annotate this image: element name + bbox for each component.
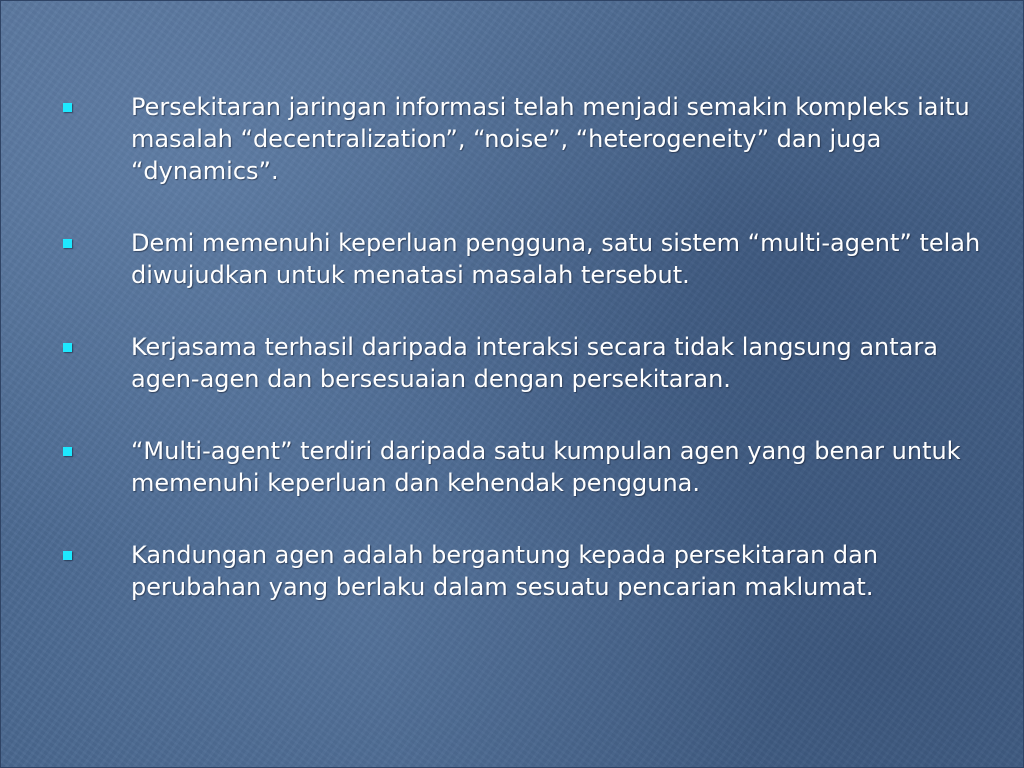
square-bullet-icon <box>63 103 72 112</box>
list-item <box>63 539 983 603</box>
bullet-text: Demi memenuhi keperluan pengguna, satu sistem “multi-agent” telah diwujudkan untuk menatasi masalah tersebut. <box>131 229 981 289</box>
list-item <box>63 435 983 499</box>
square-bullet-icon <box>63 551 72 560</box>
square-bullet-icon <box>63 239 72 248</box>
list-item <box>63 331 983 395</box>
bullet-text: Persekitaran jaringan informasi telah menjadi semakin kompleks iaitu masalah “decentralization”, “noise”, “heterogeneity” dan juga “dynamics”. <box>131 93 970 185</box>
bullet-text: Kerjasama terhasil daripada interaksi secara tidak langsung antara agen-agen dan bersesuaian dengan persekitaran. <box>131 333 938 393</box>
square-bullet-icon <box>63 343 72 352</box>
bullet-text: Kandungan agen adalah bergantung kepada persekitaran dan perubahan yang berlaku dalam sesuatu pencarian maklumat. <box>131 541 879 601</box>
bullet-text: “Multi-agent” terdiri daripada satu kumpulan agen yang benar untuk memenuhi keperluan dan kehendak pengguna. <box>131 437 961 497</box>
list-item <box>63 91 983 187</box>
list-item <box>63 227 983 291</box>
square-bullet-icon <box>63 447 72 456</box>
bullet-list <box>63 91 983 643</box>
